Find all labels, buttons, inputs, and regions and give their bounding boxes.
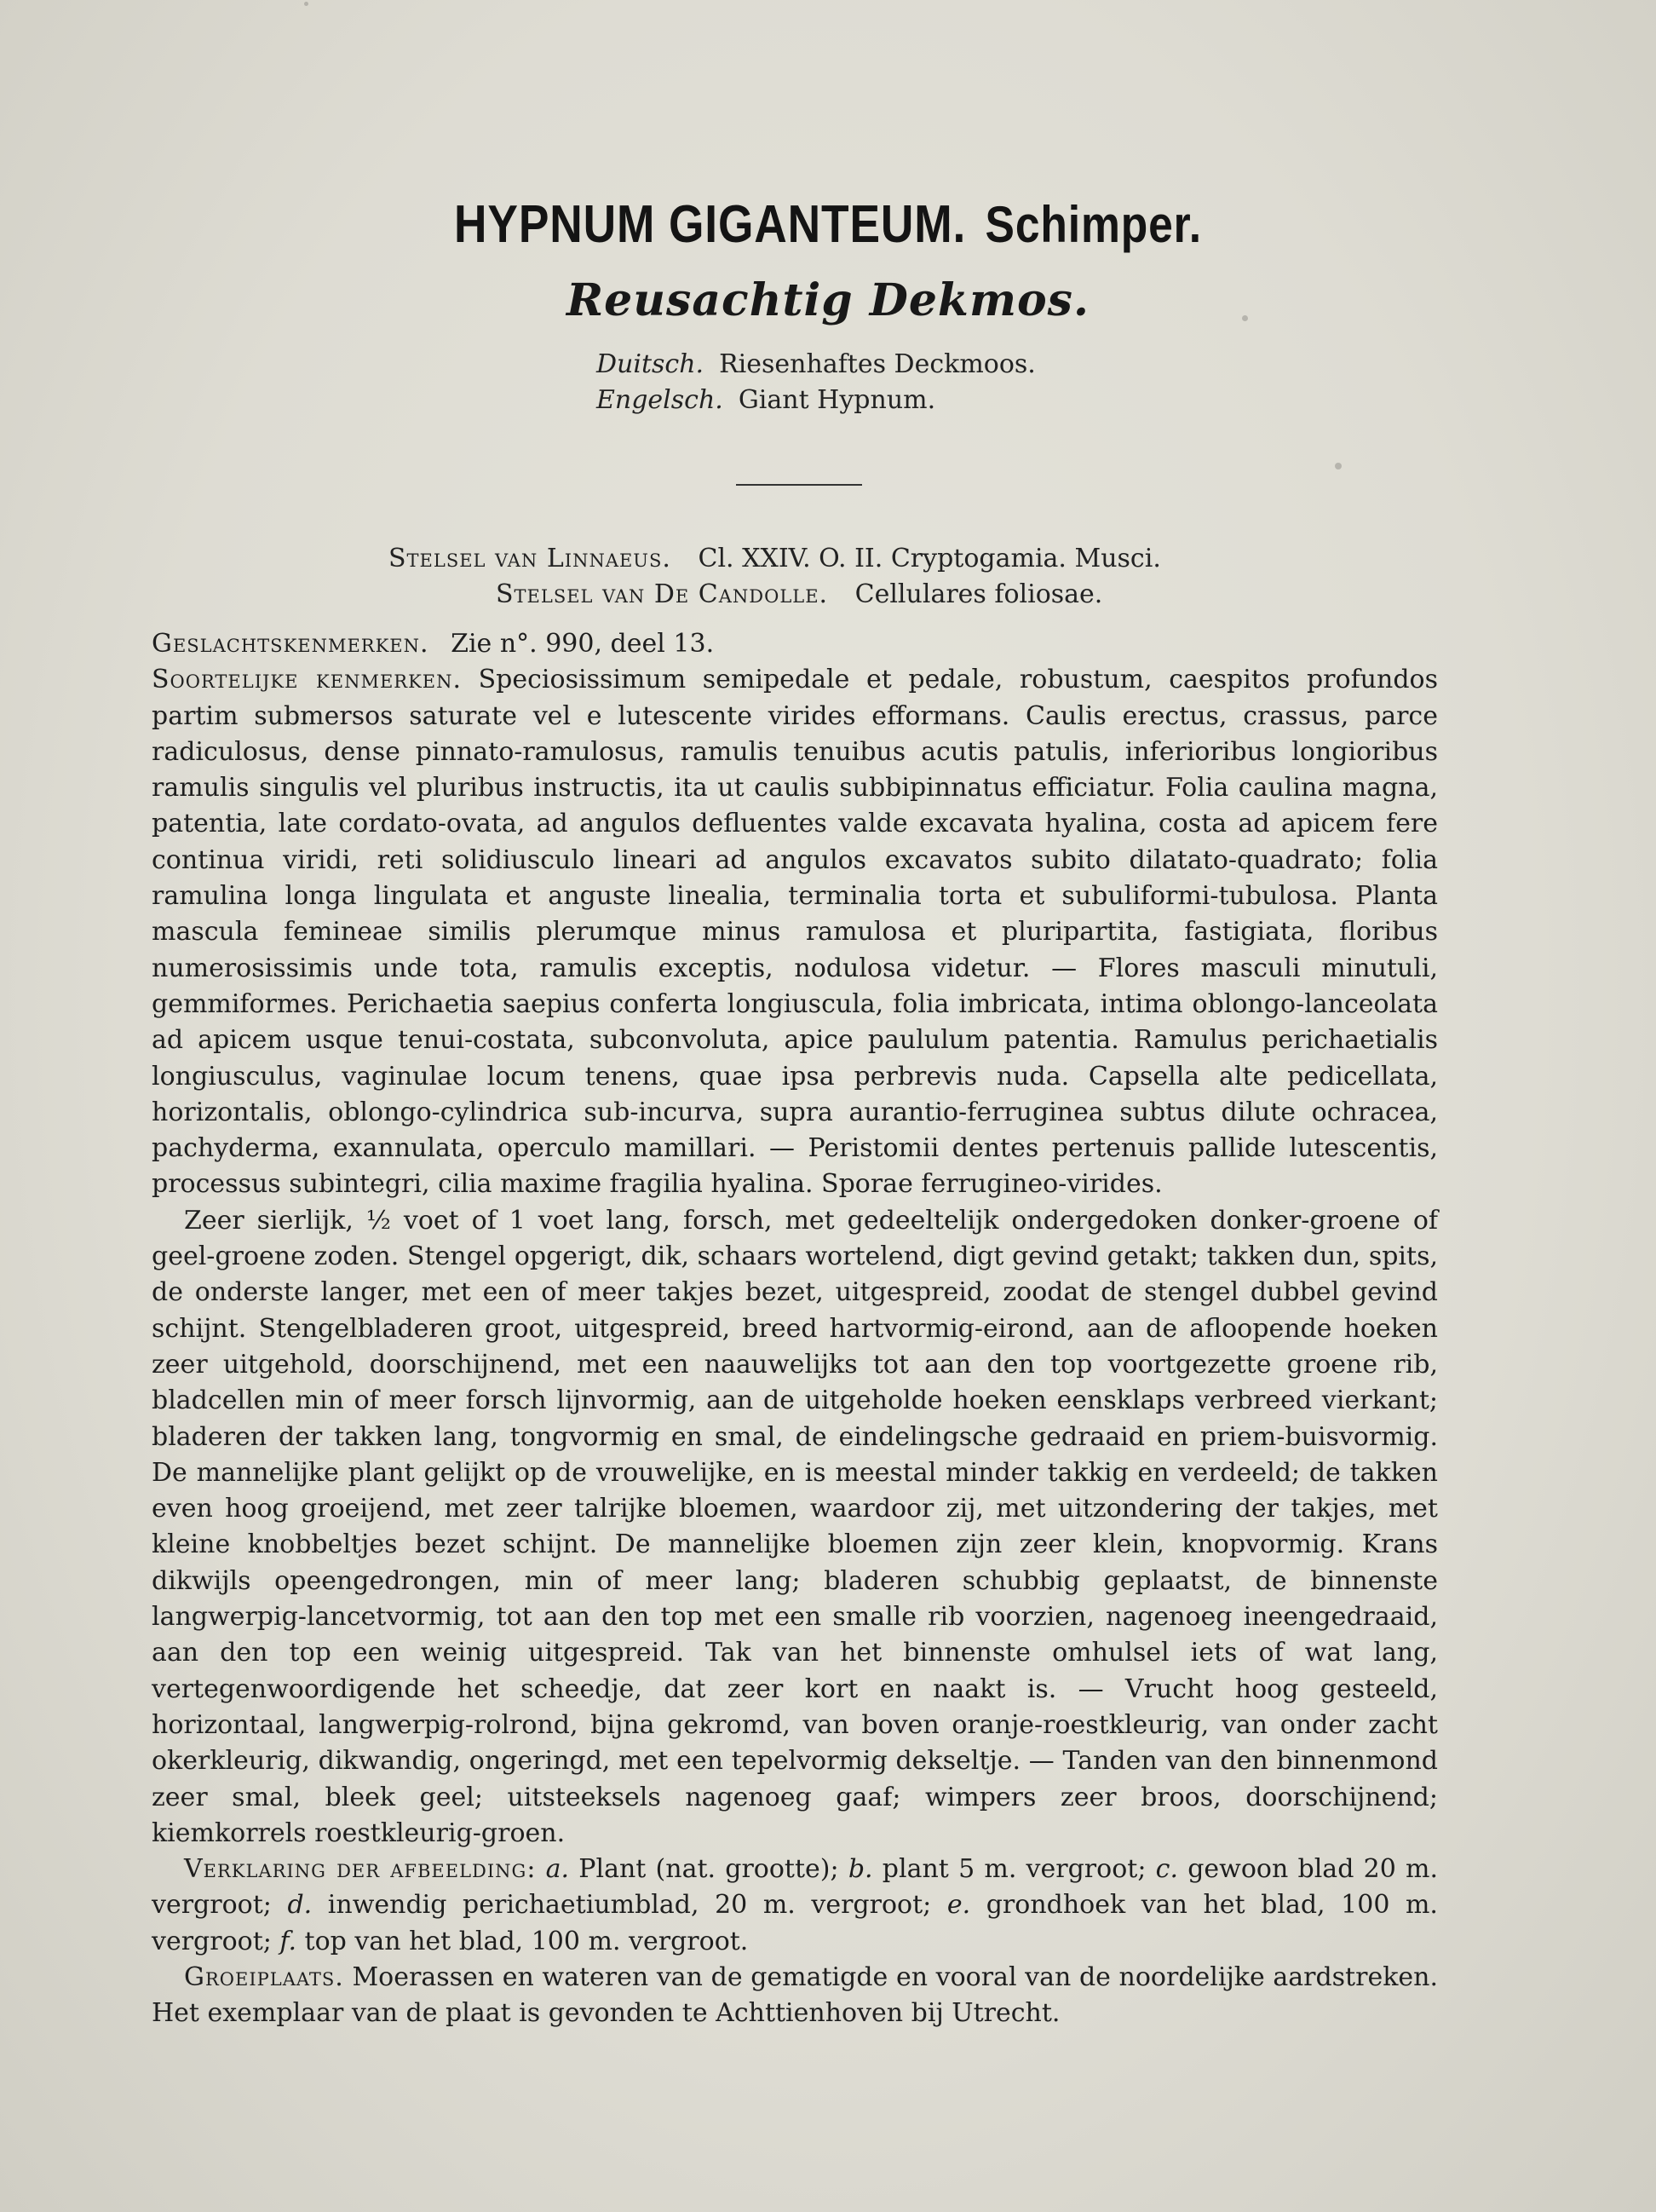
species-author: Schimper. [985, 196, 1202, 253]
common-name-value: Riesenhaftes Deckmoos. [719, 349, 1036, 379]
habitat-text: Moerassen en wateren van de gematigde en vooral van de noordelijke aardstreken. Het exemplaar van de plaat is gevonden te Achttienhoven bij Utrecht. [152, 1961, 1438, 2029]
figure-key: c. [1155, 1854, 1178, 1885]
figure-item: grondhoek van het blad, 100 m. vergroot; [152, 1890, 1438, 1956]
dutch-name: Reusachtig Dekmos. [566, 274, 1090, 326]
figure-item: gewoon blad 20 m. vergroot; [152, 1854, 1438, 1921]
common-name-value: Giant Hypnum. [738, 385, 936, 415]
common-name-german [596, 349, 1036, 379]
species-name: HYPNUM GIGANTEUM. [454, 195, 967, 254]
figure-explanation [152, 1852, 1438, 1960]
body-text [152, 626, 1438, 2032]
dutch-description: Zeer sierlijk, ½ voet of 1 voet lang, forsch, met gedeeltelijk ondergedoken donker-groene of geel-groene zoden. Stengel opgerigt, dik, schaars wortelend, digt gevind getakt; takken dun, spits, de onderste langer, met een of meer takjes bezet, uitgespreid, zoodat de stengel dubbel gevind schijnt. Stengelbladeren groot, uitgespreid, breed hartvormig-eirond, aan de afloopende hoeken zeer uitgehold, doorschijnend, met een naauwelijks tot aan den top voortgezette groene rib, bladcellen min of meer forsch lijnvormig, aan de uitgeholde hoeken eensklaps verbreed vierkant; bladeren der takken lang, tongvormig en smal, de eindelingsche gedraaid en priem-buisvormig. De mannelijke plant gelijkt op de vrouwelijke, en is meestal minder takkig en verdeeld; de takken even hoog groeijend, met zeer talrijke bloemen, waardoor zij, met uitzondering der takjes, met kleine knobbeltjes bezet schijnt. De mannelijke bloemen zijn zeer klein, knopvormig. Krans dikwijls opeengedrongen, min of meer lang; bladeren schubbig geplaatst, de binnenste langwerpig-lancetvormig, tot aan den top met een smalle rib voorzien, nagenoeg ineengedraaid, aan den top een weinig uitgespreid. Tak van het binnenste omhulsel iets of wat lang, vertegenwoordigende het scheedje, dat zeer kort en naakt is. — Vrucht hoog gesteeld, horizontaal, langwerpig-rolrond, bijna gekromd, van boven oranje-roestkleurig, van onder zacht okerkleurig, dikwandig, ongeringd, met een tepelvormig dekseltje. — Tanden van den binnenmond zeer smal, bleek geel; uitsteeksels nagenoeg gaaf; wimpers zeer broos, doorschijnend; kiemkorrels roestkleurig-groen. [152, 1205, 1438, 1848]
page-title [116, 194, 1540, 255]
species-label: Soortelijke kenmerken. [152, 665, 463, 695]
linnaeus-label: Stelsel van Linnaeus. [388, 544, 671, 573]
linnaeus-system [388, 544, 1161, 573]
genus-characters [152, 626, 1438, 662]
figure-item: plant 5 m. vergroot; [882, 1854, 1147, 1885]
figure-item: top van het blad, 100 m. vergroot. [304, 1926, 749, 1956]
habitat [152, 1960, 1438, 2032]
linnaeus-value: Cl. XXIV. O. II. Cryptogamia. Musci. [698, 544, 1161, 573]
candolle-value: Cellulares foliosae. [854, 579, 1103, 609]
candolle-system [496, 579, 1102, 609]
figure-key: b. [848, 1854, 873, 1885]
species-latin-text: Speciosissimum semipedale et pedale, robustum, caespitos profundos partim submersos saturate vel e lutescente virides efformans. Caulis erectus, crassus, parce radiculosus, dense pinnato-ramulosus, ramulis tenuibus acutis patulis, inferioribus longioribus ramulis singulis vel pluribus instructis, ita ut caulis subbipinnatus efficiatur. Folia caulina magna, patentia, late cordato-ovata, ad angulos defluentes valde excavata hyalina, costa ad apicem fere continua viridi, reti solidiusculo lineari ad angulos excavatos subito dilatato-quadrato; folia ramulina longa lingulata et anguste linealia, terminalia torta et subuliformi-tubulosa. Planta mascula femineae similis plerumque minus ramulosa et pluripartita, fastigiata, floribus numerosissimis unde tota, ramulis exceptis, nodulosa videtur. — Flores masculi minutuli, gemmiformes. Perichaetia saepius conferta longiuscula, folia imbricata, intima oblongo-lanceolata ad apicem usque tenui-costata, subconvoluta, apice paululum patentia. Ramulus perichaetialis longiusculus, vaginulae locum tenens, quae ipsa perbrevis nuda. Capsella alte pedicellata, horizontalis, oblongo-cylindrica sub-incurva, supra aurantio-ferruginea subtus dilute ochracea, pachyderma, exannulata, operculo mamillari. — Peristomii dentes pertenuis pallide lutescentis, processus subintegri, cilia maxime fragilia hyalina. Sporae ferrugineo-virides. [152, 665, 1438, 1200]
figure-label: Verklaring der afbeelding: [184, 1854, 537, 1885]
figure-key: d. [287, 1890, 313, 1921]
genus-label: Geslachtskenmerken. [152, 629, 429, 659]
habitat-label: Groeiplaats. [184, 1961, 344, 1992]
species-characters [152, 662, 1438, 1202]
figure-item: Plant (nat. grootte); [578, 1854, 839, 1885]
divider [736, 484, 862, 486]
common-name-lang: Duitsch. [596, 349, 704, 379]
candolle-label: Stelsel van De Candolle. [496, 579, 829, 609]
figure-key: e. [946, 1890, 971, 1921]
figure-item: inwendig perichaetiumblad, 20 m. vergroot; [327, 1890, 932, 1921]
figure-key: a. [545, 1854, 570, 1885]
common-name-lang: Engelsch. [596, 385, 723, 415]
ink-spot [1335, 463, 1342, 469]
common-name-english [596, 385, 935, 415]
ink-spot [304, 2, 308, 6]
genus-text: Zie n°. 990, deel 13. [451, 629, 715, 659]
figure-key: f. [279, 1926, 296, 1956]
